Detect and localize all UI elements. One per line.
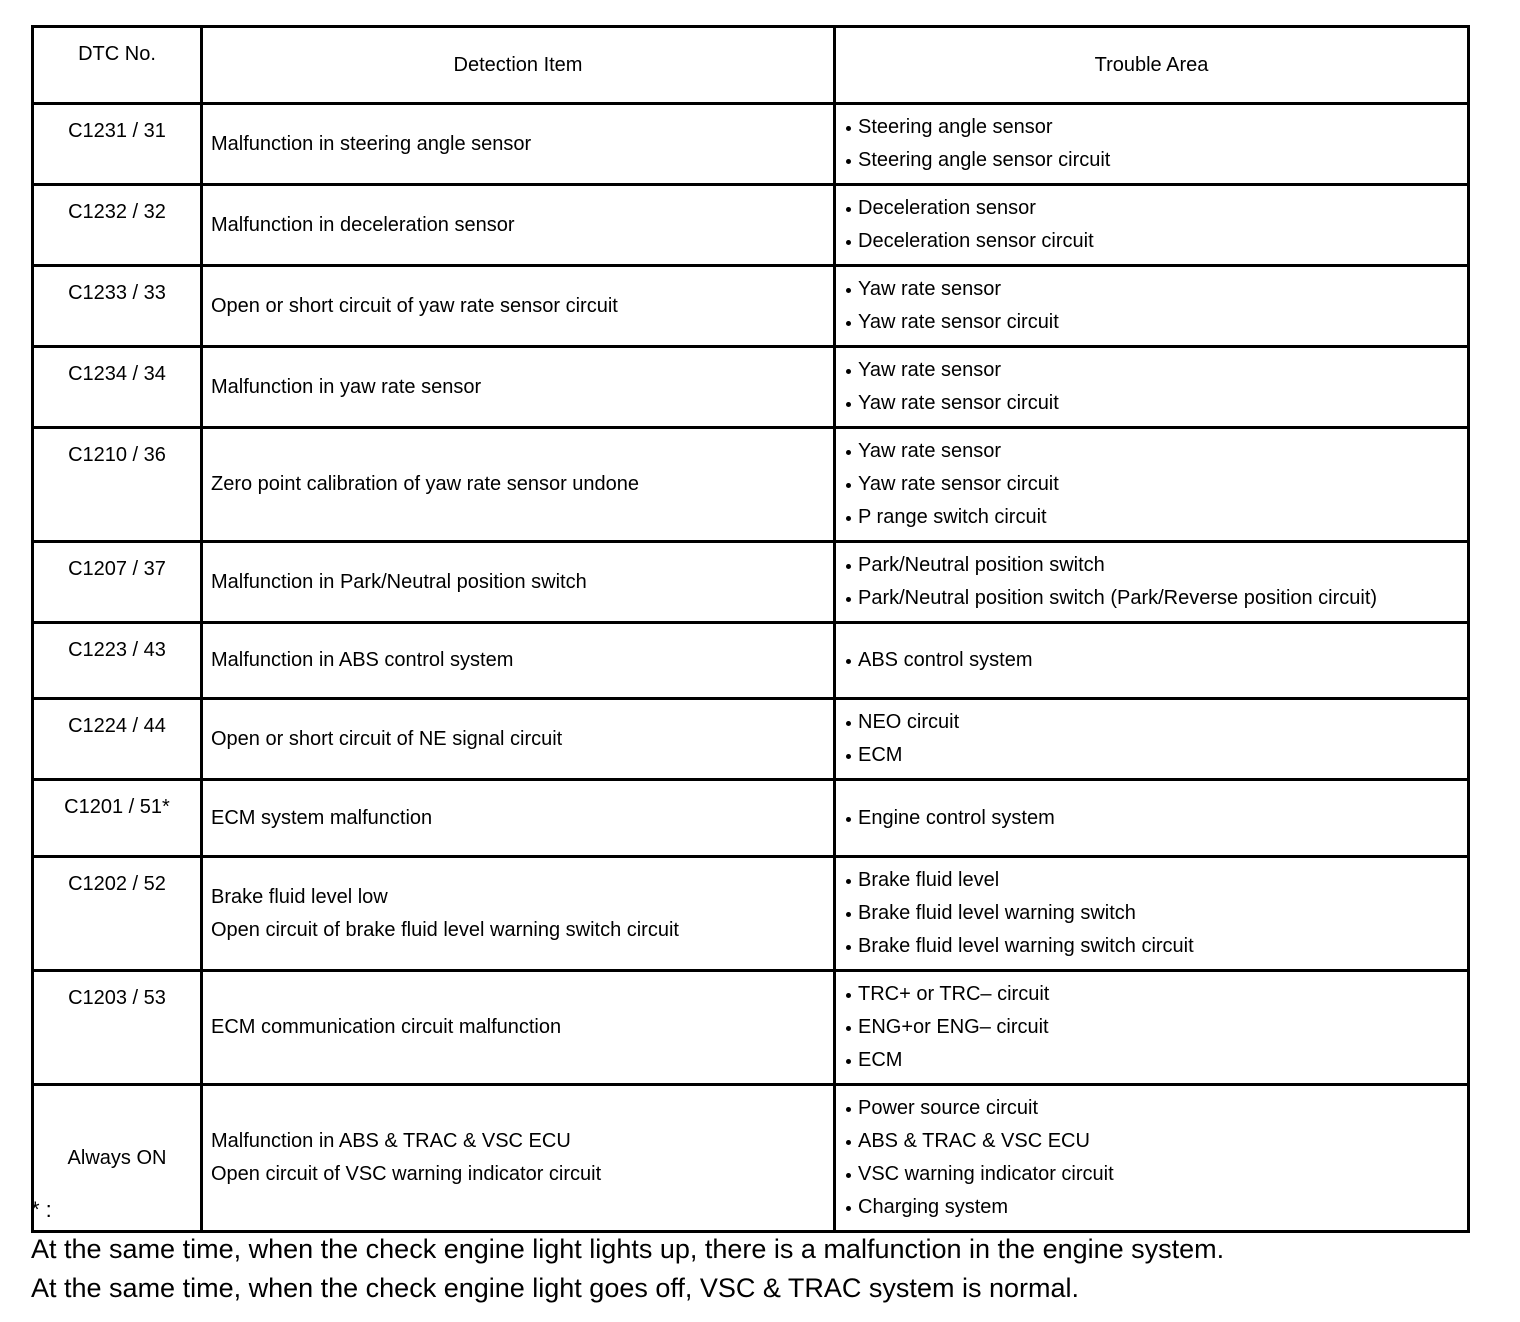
footnote-line: At the same time, when the check engine light goes off, VSC & TRAC system is normal. (31, 1273, 1079, 1303)
header-row (33, 27, 1469, 104)
dtc-code: C1234 / 34 (33, 347, 202, 428)
list-item: Yaw rate sensor (846, 435, 1457, 468)
list-item: Steering angle sensor circuit (846, 144, 1457, 177)
dtc-code: C1207 / 37 (33, 542, 202, 623)
dtc-table (31, 25, 1470, 1233)
dtc-code: C1202 / 52 (33, 857, 202, 971)
list-item: Yaw rate sensor (846, 273, 1457, 306)
list-item: TRC+ or TRC– circuit (846, 978, 1457, 1011)
trouble-area-list (846, 549, 1457, 615)
list-item: VSC warning indicator circuit (846, 1158, 1457, 1191)
list-item: Engine control system (846, 802, 1457, 835)
dtc-code: C1201 / 51* (33, 780, 202, 857)
detection-item-line: Open circuit of VSC warning indicator circuit (211, 1163, 602, 1185)
dtc-code: C1224 / 44 (33, 699, 202, 780)
table-row (33, 266, 1469, 347)
detection-item (202, 857, 835, 971)
trouble-area (835, 699, 1469, 780)
table-row (33, 185, 1469, 266)
trouble-area (835, 542, 1469, 623)
header-dtc-no: DTC No. (33, 27, 202, 104)
list-item: Yaw rate sensor circuit (846, 306, 1457, 339)
trouble-area-list (846, 978, 1457, 1077)
trouble-area (835, 266, 1469, 347)
trouble-area (835, 623, 1469, 699)
detection-item-line: Open circuit of brake fluid level warning switch circuit (211, 918, 679, 941)
detection-item (202, 542, 835, 623)
trouble-area (835, 185, 1469, 266)
trouble-area (835, 971, 1469, 1085)
list-item: Deceleration sensor circuit (846, 225, 1457, 258)
detection-item-line: Malfunction in ABS & TRAC & VSC ECU (211, 1130, 571, 1152)
trouble-area-list (846, 273, 1457, 339)
trouble-area-list (846, 706, 1457, 772)
detection-item-line: Malfunction in Park/Neutral position switch (211, 570, 587, 593)
list-item: Power source circuit (846, 1092, 1457, 1125)
list-item: P range switch circuit (846, 501, 1457, 534)
list-item: Deceleration sensor (846, 192, 1457, 225)
detection-item-line: Open or short circuit of yaw rate sensor circuit (211, 294, 618, 317)
detection-item-line: Malfunction in deceleration sensor (211, 213, 515, 236)
table-row (33, 971, 1469, 1085)
footnote-mark: * : (31, 1197, 52, 1222)
detection-item-line: Malfunction in ABS control system (211, 649, 514, 671)
detection-item (202, 347, 835, 428)
dtc-code: C1233 / 33 (33, 266, 202, 347)
trouble-area-list (846, 111, 1457, 177)
detection-item (202, 699, 835, 780)
list-item: Park/Neutral position switch (846, 549, 1457, 582)
table-row (33, 104, 1469, 185)
trouble-area-list (846, 802, 1457, 835)
table-row (33, 857, 1469, 971)
trouble-area (835, 428, 1469, 542)
dtc-code: C1232 / 32 (33, 185, 202, 266)
dtc-code: C1210 / 36 (33, 428, 202, 542)
detection-item (202, 428, 835, 542)
trouble-area (835, 104, 1469, 185)
list-item: Charging system (846, 1191, 1457, 1224)
detection-item-line: Malfunction in steering angle sensor (211, 132, 532, 155)
detection-item (202, 971, 835, 1085)
trouble-area-list (846, 354, 1457, 420)
list-item: Steering angle sensor (846, 111, 1457, 144)
detection-item-line: Malfunction in yaw rate sensor (211, 375, 482, 398)
trouble-area (835, 347, 1469, 428)
detection-item (202, 185, 835, 266)
trouble-area-list (846, 192, 1457, 258)
table-row (33, 623, 1469, 699)
dtc-code: C1231 / 31 (33, 104, 202, 185)
trouble-area-list (846, 435, 1457, 534)
header-trouble-area: Trouble Area (835, 27, 1469, 104)
detection-item-line: Open or short circuit of NE signal circuit (211, 727, 563, 750)
table-body (33, 104, 1469, 1232)
detection-item-line: Zero point calibration of yaw rate sensor undone (211, 473, 640, 495)
list-item: ECM (846, 739, 1457, 772)
trouble-area-list (846, 864, 1457, 963)
list-item: Yaw rate sensor circuit (846, 387, 1457, 420)
list-item: Brake fluid level warning switch (846, 897, 1457, 930)
list-item: Brake fluid level (846, 864, 1457, 897)
list-item: ECM (846, 1044, 1457, 1077)
dtc-code: C1223 / 43 (33, 623, 202, 699)
detection-item (202, 266, 835, 347)
detection-item-line: ECM system malfunction (211, 806, 433, 829)
footnote-line: At the same time, when the check engine light lights up, there is a malfunction in the engine system. (31, 1234, 1225, 1264)
header-detection-item: Detection Item (202, 27, 835, 104)
dtc-code: C1203 / 53 (33, 971, 202, 1085)
table-row (33, 347, 1469, 428)
detection-item-line: Brake fluid level low (211, 885, 388, 908)
detection-item (202, 623, 835, 699)
list-item: Brake fluid level warning switch circuit (846, 930, 1457, 963)
trouble-area (835, 780, 1469, 857)
list-item: Park/Neutral position switch (Park/Reverse position circuit) (846, 582, 1457, 615)
list-item: Yaw rate sensor circuit (846, 468, 1457, 501)
detection-item (202, 104, 835, 185)
list-item: ENG+or ENG– circuit (846, 1011, 1457, 1044)
trouble-area-list (846, 644, 1457, 677)
table-row (33, 542, 1469, 623)
footnote (31, 1196, 1491, 1308)
table-row (33, 428, 1469, 542)
list-item: Yaw rate sensor (846, 354, 1457, 387)
dtc-code: Always ON (33, 1085, 202, 1232)
list-item: NEO circuit (846, 706, 1457, 739)
trouble-area (835, 857, 1469, 971)
list-item: ABS & TRAC & VSC ECU (846, 1125, 1457, 1158)
detection-item-line: ECM communication circuit malfunction (211, 1016, 562, 1038)
table-row (33, 780, 1469, 857)
detection-item (202, 780, 835, 857)
table-row (33, 699, 1469, 780)
list-item: ABS control system (846, 644, 1457, 677)
